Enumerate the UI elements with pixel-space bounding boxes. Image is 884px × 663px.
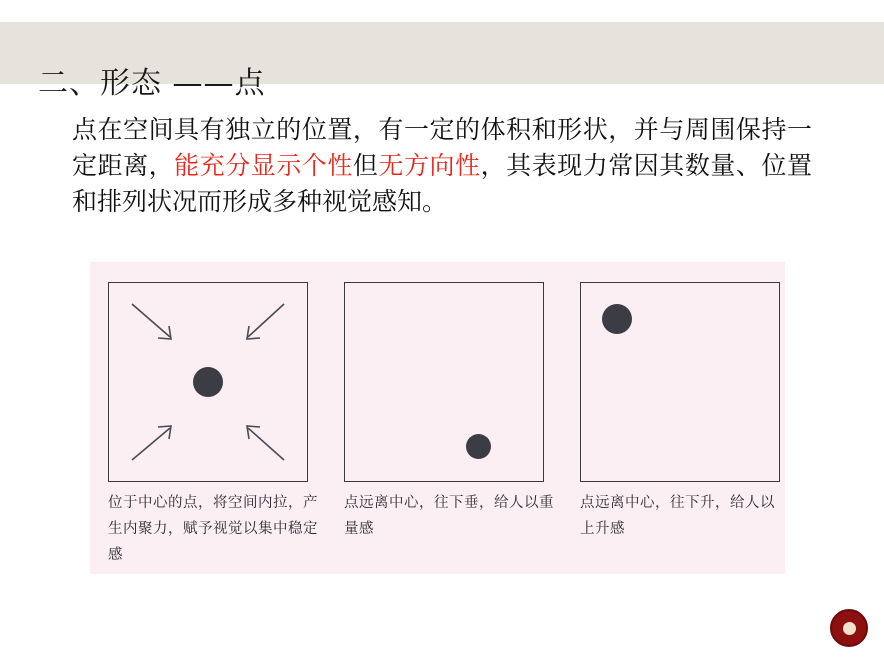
page-title: 二、形态 ——点 [38, 66, 266, 101]
figure-illustration [90, 262, 785, 574]
title-band [0, 22, 884, 101]
body-text-segment-1: 点在空间具有独立的位置，有一定的体积和形状，并与周围保持一定距离， [72, 115, 812, 180]
circular-seal-logo-icon [830, 609, 868, 647]
figure-panel-lower-dot [344, 282, 544, 482]
figure-panel-center-dot [108, 282, 308, 482]
figure-panel-upper-dot [580, 282, 780, 482]
body-highlight-1: 能充分显示个性 [174, 151, 353, 180]
figure-dot [602, 304, 632, 334]
body-highlight-2: 无方向性 [378, 151, 481, 180]
figure-caption-2: 点远离中心，往下垂，给人以重量感 [344, 495, 554, 537]
body-text-segment-2: 但 [352, 151, 379, 180]
figure-dot [193, 367, 223, 397]
panel-frame [344, 282, 544, 482]
body-paragraph [72, 112, 812, 220]
figure-caption-3: 点远离中心，往下升，给人以上升感 [580, 495, 775, 537]
figure-caption-1: 位于中心的点，将空间内拉，产生内聚力，赋予视觉以集中稳定感 [108, 495, 318, 563]
body-text-segment-3: ，其表现力常因其数量、位置和排列状况而形成多种视觉感知。 [72, 151, 812, 216]
figure-dot [466, 434, 491, 459]
